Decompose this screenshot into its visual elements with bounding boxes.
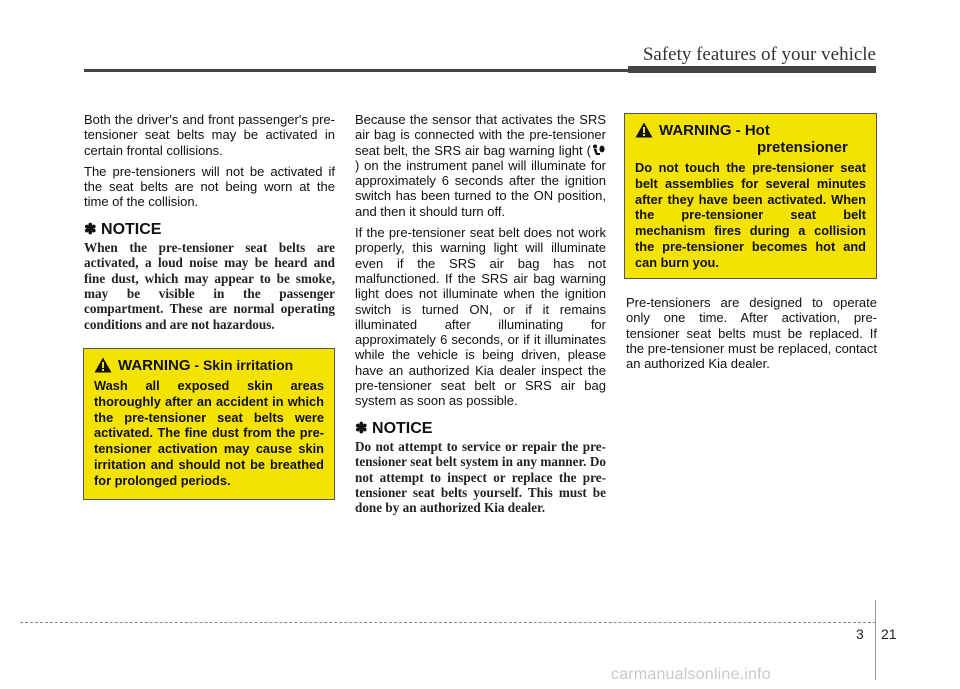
notice-star-icon: ✽ xyxy=(84,220,97,238)
notice-heading-label: NOTICE xyxy=(372,419,433,437)
header-rule-accent xyxy=(628,66,876,73)
watermark: carmanualsonline.info xyxy=(611,666,771,683)
notice-body: Do not attempt to service or repair the pre-tensioner seat belt system in any manner. Do not attempt to inspect or replace the pre-tensioner seat belts yourself. This must be done by an authorized Kia dealer. xyxy=(355,438,606,516)
warning-body: Do not touch the pre-tensioner seat belt assemblies for several minutes after they have been activated. When the pre-tensioner seat belt mechanism fires during a collision the pre-tensioner becomes hot and can burn you. xyxy=(635,160,866,270)
paragraph-text: Because the sensor that activates the SRS air bag is connected with the pre-tensioner seat belt, the SRS air bag warning light ( xyxy=(355,112,606,158)
notice-body: When the pre-tensioner seat belts are activated, a loud noise may be heard and fine dust, which may appear to be smoke, may be visible in the passenger compartment. These are normal operating conditions and are not hazardous. xyxy=(84,240,335,332)
warning-triangle-icon xyxy=(94,357,112,373)
paragraph-text: ) on the instrument panel will illuminate for approximately 6 seconds after the ignition switch has been turned to the ON position, and then it should turn off. xyxy=(355,157,606,219)
page-divider xyxy=(875,600,876,680)
warning-subtitle: - Hot xyxy=(731,122,770,139)
warning-body: Wash all exposed skin areas thoroughly after an accident in which the pre-tensioner seat belts were activated. The fine dust from the pre-tensioner activation may cause skin irritation and should not be breathed for prolonged periods. xyxy=(94,378,324,488)
paragraph: If the pre-tensioner seat belt does not work properly, this warning light will illuminate even if the SRS air bag has not malfunctioned. If the SRS air bag warning light does not illuminate when the ignition switch is turned ON, or if it remains illuminated after illuminating for approximately 6 seconds, or if it illuminates while the vehicle is being driven, please have an authorized Kia dealer inspect the pre-tensioner seat belt or SRS air bag system as soon as possible. xyxy=(355,225,606,409)
paragraph: Both the driver's and front passenger's pre-tensioner seat belts may be activated in certain frontal collisions. xyxy=(84,112,335,158)
warning-subtitle-line2: pretensioner xyxy=(757,139,848,156)
warning-title xyxy=(94,357,324,374)
paragraph xyxy=(355,112,606,219)
notice-heading xyxy=(84,222,335,237)
warning-box-skin-irritation xyxy=(83,348,335,500)
notice-star-icon: ✽ xyxy=(355,419,368,437)
column-middle xyxy=(355,112,606,515)
page-number: 21 xyxy=(881,626,897,642)
warning-label: WARNING xyxy=(118,357,191,374)
warning-label: WARNING xyxy=(659,122,732,139)
notice-heading-label: NOTICE xyxy=(101,220,162,238)
chapter-number: 3 xyxy=(856,626,864,642)
header-title: Safety features of your vehicle xyxy=(642,44,876,65)
paragraph: The pre-tensioners will not be activated if the seat belts are not being worn at the time of the collision. xyxy=(84,163,335,210)
column-right xyxy=(626,295,877,377)
notice-heading xyxy=(355,421,606,436)
airbag-warning-light-icon xyxy=(591,144,606,157)
column-left xyxy=(84,112,335,332)
warning-triangle-icon xyxy=(635,122,653,138)
warning-box-hot-pretensioner xyxy=(624,113,877,279)
footer-rule xyxy=(20,622,876,623)
warning-subtitle: - Skin irritation xyxy=(190,357,294,373)
paragraph: Pre-tensioners are designed to operate only one time. After activation, pre-tensioner seat belts must be replaced. If the pre-tensioner must be replaced, contact an authorized Kia dealer. xyxy=(626,295,877,372)
warning-title xyxy=(635,122,866,156)
